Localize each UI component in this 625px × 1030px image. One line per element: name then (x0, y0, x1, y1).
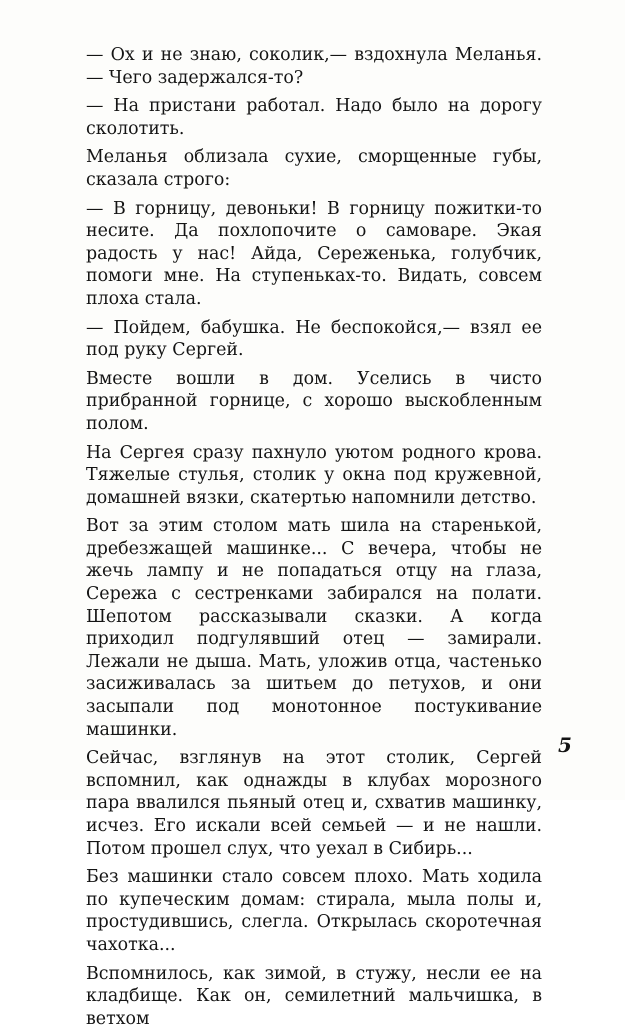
paragraph-9: Сейчас, взглянув на этот столик, Сергей вспомнил, как однажды в клубах морозного пара ввалился пьяный отец и, схватив машинку, исчез. Его искали всей семьей — и не нашли. Потом прошел слух, что уехал в Сибирь... (86, 748, 542, 859)
paragraph-1: — Ох и не знаю, соколик,— вздохнула Меланья.— Чего задержался-то? (86, 45, 542, 88)
paragraph-3: Меланья облизала сухие, сморщенные губы, сказала строго: (86, 147, 542, 190)
paragraph-4: — В горницу, девоньки! В горницу пожитки-то несите. Да похлопочите о самоваре. Экая радость у нас! Айда, Сереженька, голубчик, помоги мне. На ступеньках-то. Видать, совсем плоха стала. (86, 198, 542, 309)
paragraph-2: — На пристани работал. Надо было на дорогу сколотить. (86, 96, 542, 139)
paragraph-6: Вместе вошли в дом. Уселись в чисто прибранной горнице, с хорошо выскобленным полом. (86, 368, 542, 434)
page-number: 5 (558, 733, 572, 757)
paragraph-8: Вот за этим столом мать шила на старенькой, дребезжащей машинке... С вечера, чтобы не жечь лампу и не попадаться отцу на глаза, Сережа с сестренками забирался на полати. Шепотом рассказывали сказки. А когда приходил подгулявший отец — замирали. Лежали не дыша. Мать, уложив отца, частенько засиживалась за шитьем до петухов, и они засыпали под монотонное постукивание машинки. (86, 516, 542, 740)
page-text (86, 44, 542, 1030)
paragraph-7: На Сергея сразу пахнуло уютом родного крова. Тяжелые стулья, столик у окна под кружевной, домашней вязки, скатертью напомнили детство. (86, 442, 542, 508)
paragraph-11: Вспомнилось, как зимой, в стужу, несли ее на кладбище. Как он, семилетний мальчишка, в ветхом (86, 963, 542, 1029)
paragraph-10: Без машинки стало совсем плохо. Мать ходила по купеческим домам: стирала, мыла полы и, простудившись, слегла. Открылась скоротечная чахотка... (86, 867, 542, 955)
paragraph-5: — Пойдем, бабушка. Не беспокойся,— взял ее под руку Сергей. (86, 317, 542, 361)
